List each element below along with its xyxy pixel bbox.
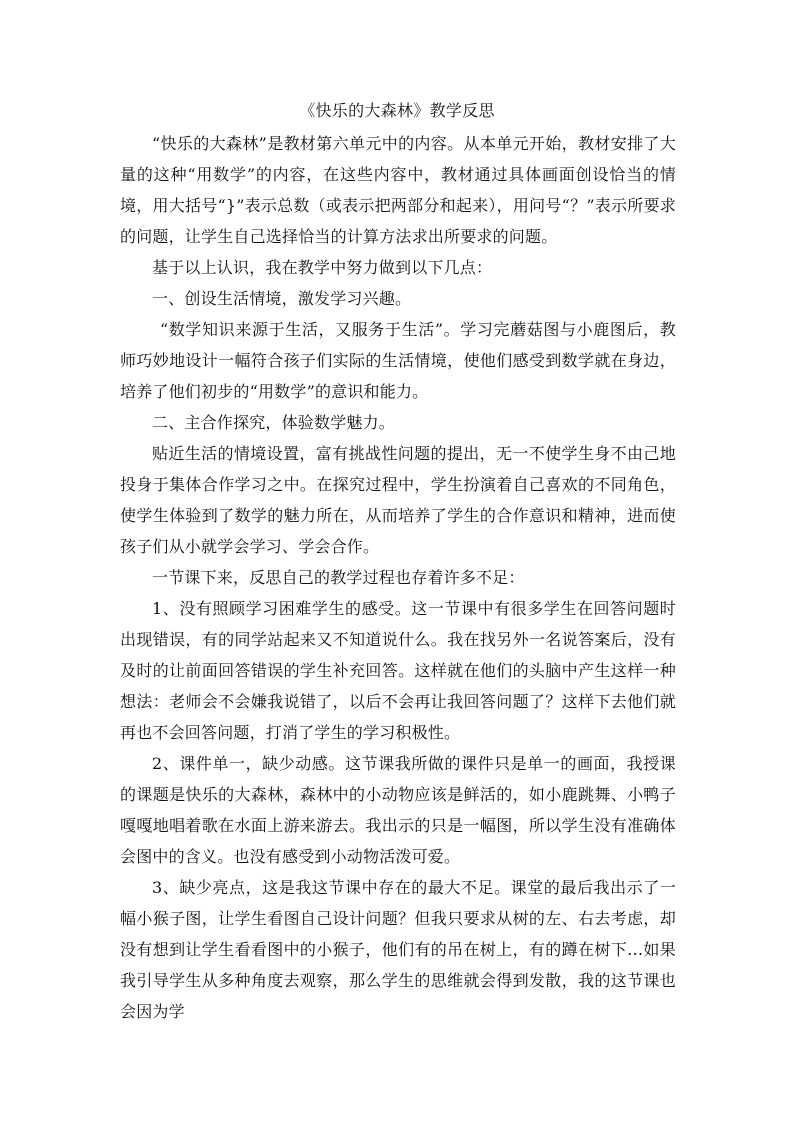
paragraph-point-3: 3、缺少亮点，这是我这节课中存在的最大不足。课堂的最后我出示了一幅小猴子图，让学生看图自己设计问题？但我只要求从树的左、右去考虑，却没有想到让学生看看图中的小猴子，他们有的吊在树上，有的蹲在树下…如果我引导学生从多种角度去观察，那么学生的思维就会得到发散，我的这节课也会因为学 — [120, 878, 676, 1021]
paragraph-point-2: 2、课件单一，缺少动感。这节课我所做的课件只是单一的画面，我授课的课题是快乐的大森林，森林中的小动物应该是鲜活的，如小鹿跳舞、小鸭子嘎嘎地唱着歌在水面上游来游去。我出示的只是一幅图，所以学生没有准确体会图中的含义。也没有感受到小动物活泼可爱。 — [120, 754, 676, 866]
document-body — [120, 128, 676, 1027]
document-title: 《快乐的大森林》教学反思 — [299, 101, 495, 120]
paragraph-intro: “快乐的大森林”是教材第六单元中的内容。从本单元开始，教材安排了大量的这种“用数学”的内容，在这些内容中，教材通过具体画面创设恰当的情境，用大括号“}”表示总数（或表示把两部分和起来），用问号“？”表示所要求的问题，让学生自己选择恰当的计算方法求出所要求的问题。 — [120, 134, 676, 246]
paragraph-shortcomings: 一节课下来，反思自己的教学过程也存着许多不足： — [152, 568, 525, 587]
paragraph-point-1: 1、没有照顾学习困难学生的感受。这一节课中有很多学生在回答问题时出现错误，有的同学站起来又不知道说什么。我在找另外一名说答案后，没有及时的让前面回答错误的学生补充回答。这样就在他们的头脑中产生这样一种想法：老师会不会嫌我说错了，以后不会再让我回答问题了？这样下去他们就再也不会回答问题，打消了学生的学习积极性。 — [120, 599, 676, 742]
paragraph-section-2: 贴近生活的情境设置，富有挑战性问题的提出，无一不使学生身不由己地投身于集体合作学习之中。在探究过程中，学生扮演着自己喜欢的不同角色，使学生体验到了数学的魅力所在，从而培养了学生的合作意识和精神，进而使孩子们从小就学会学习、学会合作。 — [120, 444, 676, 556]
section-heading-1: 一、创设生活情境，激发学习兴趣。 — [152, 289, 412, 308]
paragraph-basis: 基于以上认识，我在教学中努力做到以下几点： — [152, 258, 493, 277]
section-heading-2: 二、主合作探究，体验数学魅力。 — [152, 413, 396, 432]
paragraph-section-1: “数学知识来源于生活，又服务于生活”。学习完蘑菇图与小鹿图后，教师巧妙地设计一幅符合孩子们实际的生活情境，使他们感受到数学就在身边，培养了他们初步的“用数学”的意识和能力。 — [120, 320, 676, 401]
